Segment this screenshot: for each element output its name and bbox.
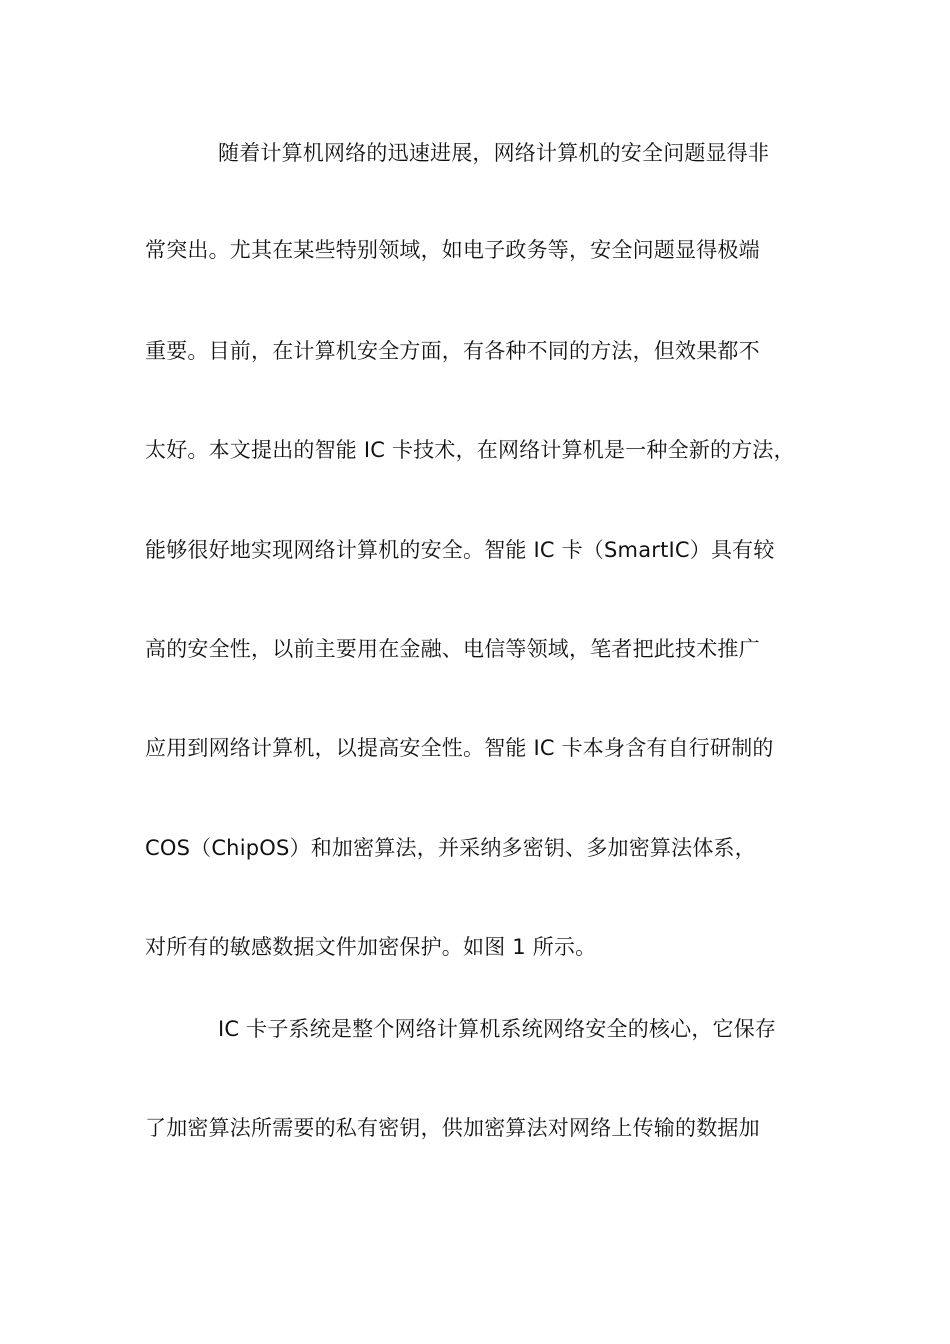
- paragraph-1-line-7: 应用到网络计算机，以提高安全性。智能 IC 卡本身含有自行研制的: [145, 736, 774, 760]
- paragraph-1-line-9: 对所有的敏感数据文件加密保护。如图 1 所示。: [145, 935, 597, 959]
- paragraph-1-line-5: 能够很好地实现网络计算机的安全。智能 IC 卡（SmartIC）具有较: [145, 538, 775, 562]
- paragraph-2-line-1: IC 卡子系统是整个网络计算机系统网络安全的核心，它保存: [218, 1017, 777, 1041]
- paragraph-1-line-2: 常突出。尤其在某些特别领域，如电子政务等，安全问题显得极端: [145, 238, 760, 262]
- paragraph-1-line-8: COS（ChipOS）和加密算法，并采纳多密钥、多加密算法体系，: [145, 836, 756, 860]
- paragraph-1-line-3: 重要。目前，在计算机安全方面，有各种不同的方法，但效果都不: [145, 339, 760, 363]
- paragraph-1-line-4: 太好。本文提出的智能 IC 卡技术，在网络计算机是一种全新的方法，: [145, 438, 795, 462]
- paragraph-1-line-6: 高的安全性，以前主要用在金融、电信等领域，笔者把此技术推广: [145, 637, 760, 661]
- paragraph-1-line-1: 随着计算机网络的迅速进展，网络计算机的安全问题显得非: [218, 141, 770, 165]
- paragraph-2-line-2: 了加密算法所需要的私有密钥，供加密算法对网络上传输的数据加: [145, 1116, 760, 1140]
